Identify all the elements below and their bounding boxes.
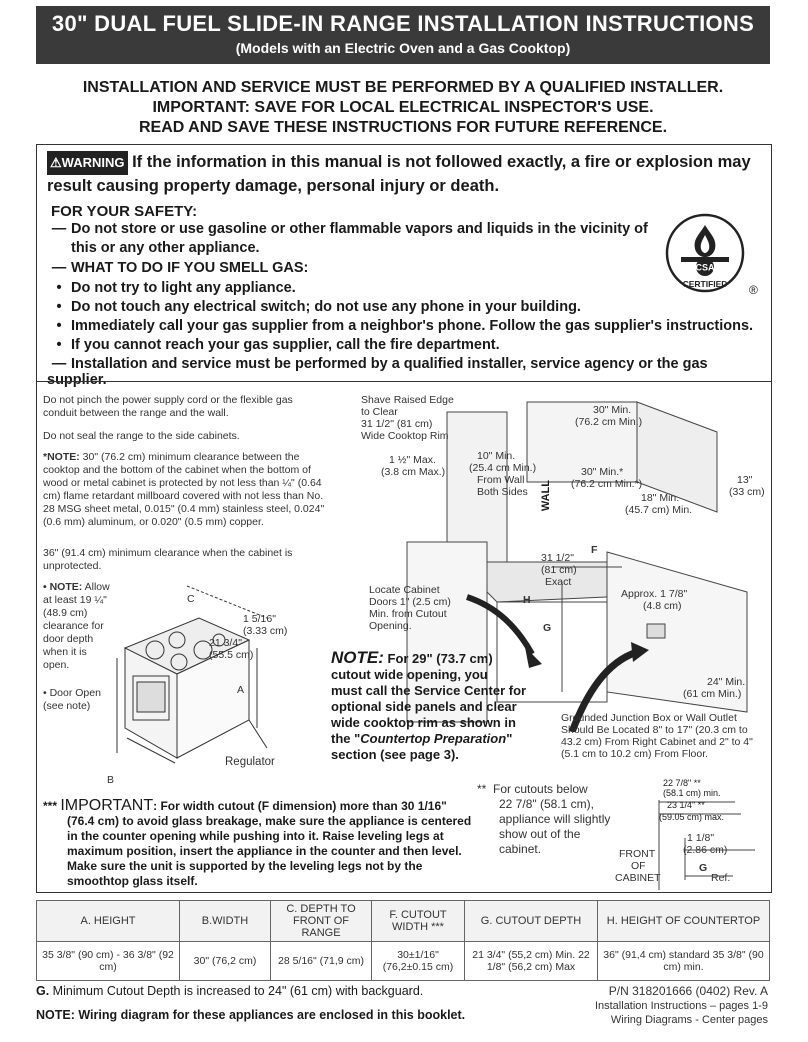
- ref-label: Ref.: [711, 872, 731, 884]
- cutout-dim-6: (2.86 cm): [683, 844, 728, 856]
- warning-label: ⚠WARNING: [47, 151, 128, 175]
- table-header: H. HEIGHT OF COUNTERTOP: [598, 901, 770, 942]
- cutout-dim-2: (58.1 cm) min.: [663, 788, 721, 798]
- thirty-star-label-2: (76.2 cm Min.*): [571, 478, 643, 490]
- max-label-1: 1 ½" Max.: [389, 454, 436, 466]
- eighteen-label-2: (45.7 cm) Min.: [625, 504, 693, 516]
- title-banner: [36, 6, 770, 64]
- warning-box: [36, 144, 772, 200]
- footer-pages-2: Wiring Diagrams - Center pages: [610, 1014, 768, 1026]
- safety-item: this or any other appliance.: [71, 240, 260, 256]
- footer-wiring-note: NOTE: Wiring diagram for these appliances are enclosed in this booklet.: [36, 1008, 466, 1022]
- footer-g-note: G. Minimum Cutout Depth is increased to 24" (61 cm) with backguard.: [36, 984, 424, 998]
- cutout-dim-1: 22 7/8" **: [663, 778, 701, 788]
- note-clearance: *NOTE: 30" (76.2 cm) minimum clearance between the cooktop and the bottom of the cabinet when the bottom of wood or metal cabinet is protected by not less than ¼" (0.64 cm) flame retardant millboard covered with not less than No. 28 MSG sheet metal, 0.015" (0.4 mm) stainless steel, 0.024" (0.6 mm) aluminum, or 0.020" (0.5 mm) copper.: [43, 451, 325, 528]
- shave-label-3: 31 1/2" (81 cm): [361, 418, 433, 430]
- part-number: P/N 318201666 (0402) Rev. A: [608, 984, 768, 998]
- regulator-label: Regulator: [225, 756, 275, 768]
- table-cell: 36" (91,4 cm) standard 35 3/8" (90 cm) min.: [598, 942, 770, 981]
- safety-section: [36, 199, 772, 388]
- dim-f-label: F: [591, 544, 598, 556]
- safety-item: — Do not store or use gasoline or other flammable vapors and liquids in the vicinity of: [51, 221, 648, 237]
- max-label-2: (3.8 cm Max.): [381, 466, 446, 478]
- ref-g-label: G: [699, 862, 708, 874]
- thirteen-label-2: (33 cm): [729, 486, 765, 498]
- table-row: [37, 942, 770, 981]
- table-header: F. CUTOUT WIDTH ***: [372, 901, 465, 942]
- page-subtitle: (Models with an Electric Oven and a Gas Cooktop): [235, 40, 571, 56]
- twentyfour-label-1: 24" Min.: [707, 676, 746, 688]
- dim-h-label: H: [523, 594, 531, 606]
- table-cell: 28 5/16" (71,9 cm): [271, 942, 372, 981]
- thirteen-label-1: 13": [737, 474, 753, 486]
- dim-g-label: G: [543, 622, 552, 634]
- exact-label-2: (81 cm): [541, 564, 577, 576]
- warning-text-2: result causing property damage, personal injury or death.: [47, 177, 500, 195]
- table-cell: 21 3/4" (55,2 cm) Min. 22 1/8" (56,2 cm) Max: [465, 942, 598, 981]
- dim-21-3-4-cm: (55.5 cm): [209, 649, 254, 661]
- note-seal: Do not seal the range to the side cabinets.: [43, 430, 240, 442]
- locate-label-3: Min. from Cutout: [369, 608, 447, 620]
- registered-mark: ®: [749, 283, 758, 297]
- dim-1-5-16: 1 5/16": [243, 613, 276, 625]
- ten-label-3: From Wall: [477, 474, 525, 486]
- cutout-dim-3: 23 1/4" **: [667, 800, 705, 810]
- ten-label-2: (25.4 cm Min.): [469, 462, 537, 474]
- table-header: B.WIDTH: [180, 901, 271, 942]
- exact-label-3: Exact: [545, 576, 572, 588]
- safety-heading: FOR YOUR SAFETY:: [51, 203, 198, 220]
- table-header: G. CUTOUT DEPTH: [465, 901, 598, 942]
- locate-label-1: Locate Cabinet: [369, 584, 440, 596]
- dim-21-3-4: 21 3/4": [209, 637, 242, 649]
- shave-label-2: to Clear: [361, 406, 398, 418]
- cutouts-note: ** For cutouts below 22 7/8" (58.1 cm), appliance will slightly show out of the cabinet.: [477, 782, 611, 856]
- cutout-dim-5: 1 1/8": [687, 832, 715, 844]
- safety-item: — WHAT TO DO IF YOU SMELL GAS:: [51, 260, 309, 276]
- table-header-row: [37, 901, 770, 942]
- requirement-line-1: INSTALLATION AND SERVICE MUST BE PERFORMED BY A QUALIFIED INSTALLER.: [82, 79, 724, 96]
- csa-certified-logo-icon: [663, 211, 747, 297]
- table-cell: 35 3/8" (90 cm) - 36 3/8" (92 cm): [37, 942, 180, 981]
- wall-label: WALL: [540, 480, 552, 512]
- table-header: A. HEIGHT: [37, 901, 180, 942]
- svg-text:CERTIFIED: CERTIFIED: [682, 279, 728, 289]
- ten-label-1: 10" Min.: [477, 450, 516, 462]
- dim-c-label: C: [187, 593, 195, 605]
- important-note: *** IMPORTANT: For width cutout (F dimension) more than 30 1/16" (76.4 cm) to avoid glass breakage, make sure the appliance is centered in the counter opening while pushing into it. Raise leveling legs at maximum position, insert the appliance in the counter and then level. Make sure the unit is supported by the leveling legs not by the smoothtop glass itself.: [43, 797, 472, 888]
- requirement-line-3: READ AND SAVE THESE INSTRUCTIONS FOR FUTURE REFERENCE.: [138, 119, 668, 136]
- range-diagram: [107, 578, 307, 778]
- junction-box-note: Grounded Junction Box or Wall Outlet Should Be Located 8" to 17" (20.3 cm to 43.2 cm) From Right Cabinet and 2" to 4" (5.1 cm to 10.2 cm) From Floor.: [561, 712, 753, 760]
- ten-label-4: Both Sides: [477, 486, 528, 498]
- shave-label-4: Wide Cooktop Rim: [361, 430, 449, 442]
- table-cell: 30±1/16" (76,2±0.15 cm): [372, 942, 465, 981]
- requirement-line-2: IMPORTANT: SAVE FOR LOCAL ELECTRICAL INSPECTOR'S USE.: [152, 99, 654, 116]
- table-cell: 30" (76,2 cm): [180, 942, 271, 981]
- note-door-depth: • NOTE: Allow at least 19 ¼" (48.9 cm) clearance for door depth when it is open.: [43, 581, 110, 671]
- warning-text-1: If the information in this manual is not followed exactly, a fire or explosion may: [132, 153, 751, 171]
- note-29-inch: NOTE: For 29" (73.7 cm) cutout wide opening, you must call the Service Center for optional side panels and clear wide cooktop rim as shown in the "Countertop Preparation" section (see page 3).: [331, 648, 527, 762]
- page-title: 30" DUAL FUEL SLIDE-IN RANGE INSTALLATION INSTRUCTIONS: [51, 11, 755, 36]
- dim-1-5-16-cm: (3.33 cm): [243, 625, 288, 637]
- safety-item: • If you cannot reach your gas supplier, call the fire department.: [56, 337, 500, 353]
- approx-label-1: Approx. 1 7/8": [621, 588, 688, 600]
- dimensions-table: [36, 900, 770, 981]
- safety-item: • Do not touch any electrical switch; do not use any phone in your building.: [56, 299, 581, 315]
- safety-item: — Installation and service must be performed by a qualified installer, service agency or the gas supplier.: [47, 356, 708, 388]
- warning-triangle-icon: ⚠: [50, 155, 62, 170]
- table-header: C. DEPTH TO FRONT OF RANGE: [271, 901, 372, 942]
- footer-pages-1: Installation Instructions – pages 1-9: [594, 1000, 768, 1012]
- twentyfour-label-2: (61 cm Min.): [683, 688, 742, 700]
- note-pinch: Do not pinch the power supply cord or the flexible gas conduit between the range and the wall.: [43, 394, 293, 419]
- dim-a-label: A: [237, 684, 245, 696]
- note-unprotected: 36" (91.4 cm) minimum clearance when the cabinet is unprotected.: [43, 547, 293, 572]
- front-label-3: CABINET: [615, 872, 661, 884]
- front-label-1: FRONT: [619, 848, 656, 860]
- front-label-2: OF: [631, 860, 646, 872]
- eighteen-label-1: 18" Min.: [641, 492, 680, 504]
- thirty-star-label-1: 30" Min.*: [581, 466, 624, 478]
- locate-label-4: Opening.: [369, 620, 412, 632]
- approx-label-2: (4.8 cm): [643, 600, 682, 612]
- safety-item: • Immediately call your gas supplier from a neighbor's phone. Follow the gas supplier's instructions.: [56, 318, 754, 334]
- thirty-label-1: 30" Min.: [593, 404, 632, 416]
- safety-item: • Do not try to light any appliance.: [56, 280, 296, 296]
- exact-label-1: 31 1/2": [541, 552, 574, 564]
- note-door-open: • Door Open (see note): [43, 687, 101, 712]
- installation-figure: [36, 381, 772, 893]
- svg-text:CSA: CSA: [695, 262, 715, 273]
- dim-b-label: B: [107, 774, 115, 786]
- thirty-label-2: (76.2 cm Min.): [575, 416, 643, 428]
- locate-label-2: Doors 1" (2.5 cm): [369, 596, 451, 608]
- cutout-dim-4: (59.05 cm) max.: [659, 812, 725, 822]
- shave-label-1: Shave Raised Edge: [361, 394, 454, 406]
